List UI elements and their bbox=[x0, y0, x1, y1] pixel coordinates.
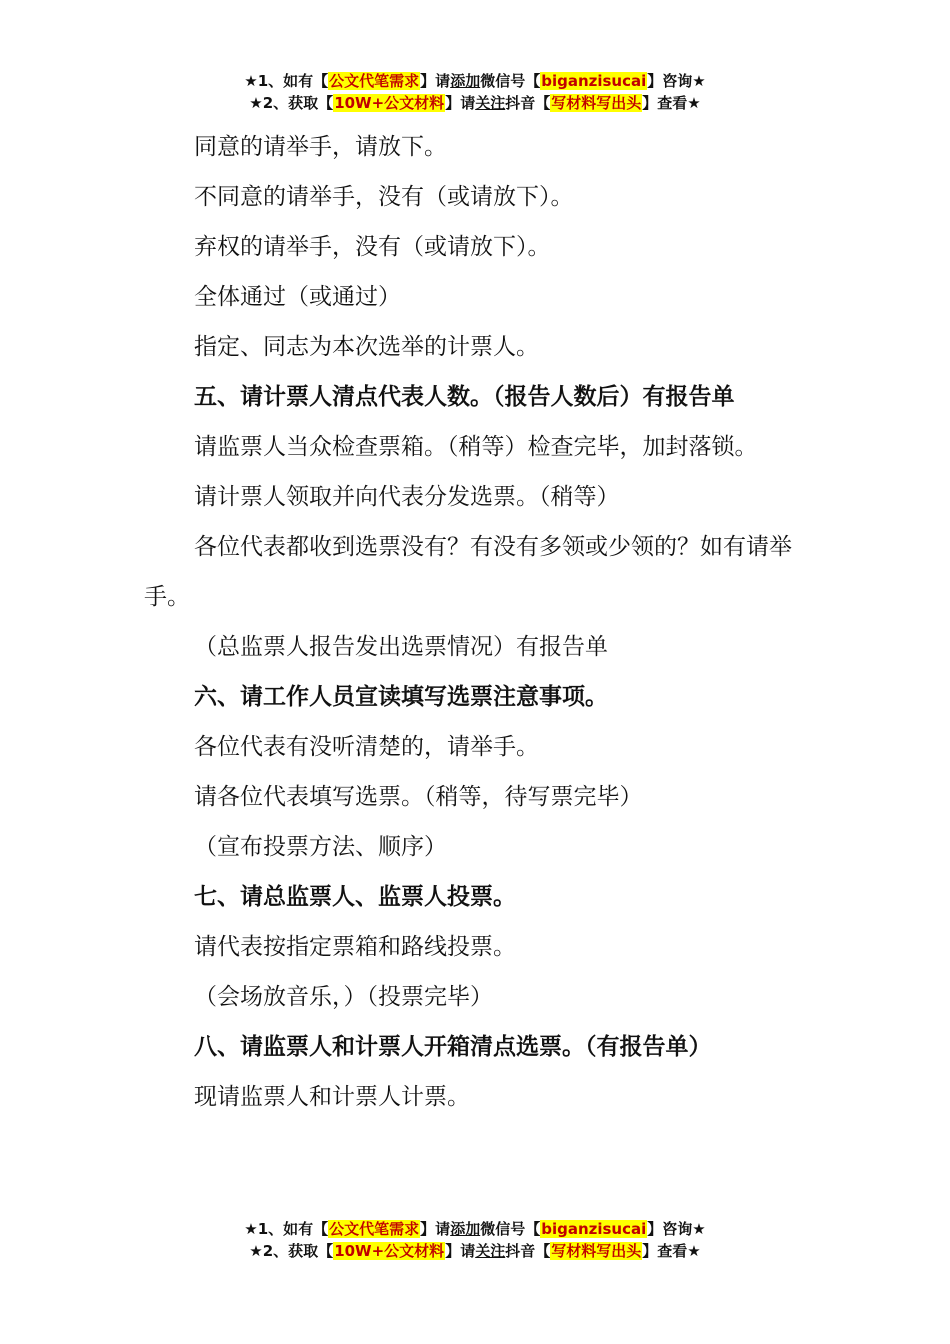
banner-line-2 bbox=[0, 92, 950, 114]
paragraph: （宣布投票方法、顺序） bbox=[194, 834, 447, 860]
banner-text: 】请 bbox=[445, 94, 476, 112]
banner-text: 】请 bbox=[445, 1242, 476, 1260]
paragraph: 同意的请举手，请放下。 bbox=[194, 134, 447, 160]
paragraph: 请代表按指定票箱和路线投票。 bbox=[194, 934, 516, 960]
banner-text: 】请 bbox=[420, 1220, 451, 1238]
underlined-text: 关注 bbox=[475, 94, 506, 112]
underlined-text: 添加 bbox=[450, 72, 481, 90]
banner-line-2 bbox=[0, 1240, 950, 1262]
banner-text: ★2、获取【 bbox=[249, 94, 334, 112]
highlight-service: 公文代笔需求 bbox=[329, 72, 420, 90]
banner-text: 抖音【 bbox=[505, 94, 551, 112]
banner-text: 】请 bbox=[420, 72, 451, 90]
paragraph: 各位代表都收到选票没有？有没有多领或少领的？如有请举手。 bbox=[144, 534, 792, 610]
paragraph: 指定、同志为本次选举的计票人。 bbox=[194, 334, 539, 360]
banner-text: 微信号【 bbox=[480, 1220, 541, 1238]
banner-text: 】查看★ bbox=[642, 1242, 701, 1260]
paragraph: 全体通过（或通过） bbox=[194, 284, 401, 310]
highlight-wechat-id: biganzisucai bbox=[541, 1220, 647, 1238]
underlined-text: 关注 bbox=[475, 1242, 506, 1260]
banner-line-1 bbox=[0, 1218, 950, 1240]
highlight-douyin-id: 写材料写出头 bbox=[551, 94, 642, 112]
paragraph: 各位代表有没听清楚的，请举手。 bbox=[194, 734, 539, 760]
banner-text: 】咨询★ bbox=[647, 72, 706, 90]
banner-text: ★2、获取【 bbox=[249, 1242, 334, 1260]
top-banner bbox=[0, 70, 950, 114]
underlined-text: 添加 bbox=[450, 1220, 481, 1238]
section-heading: 七、请总监票人、监票人投票。 bbox=[194, 884, 516, 910]
highlight-service: 公文代笔需求 bbox=[329, 1220, 420, 1238]
banner-text: 微信号【 bbox=[480, 72, 541, 90]
paragraph: 不同意的请举手，没有（或请放下）。 bbox=[194, 184, 574, 210]
banner-line-1 bbox=[0, 70, 950, 92]
section-heading: 五、请计票人清点代表人数。（报告人数后）有报告单 bbox=[194, 384, 735, 410]
section-heading: 八、请监票人和计票人开箱清点选票。（有报告单） bbox=[194, 1034, 712, 1060]
paragraph: 请各位代表填写选票。（稍等，待写票完毕） bbox=[194, 784, 643, 810]
paragraph: （会场放音乐，）（投票完毕） bbox=[194, 984, 493, 1010]
highlight-materials: 10W+公文材料 bbox=[334, 94, 445, 112]
highlight-materials: 10W+公文材料 bbox=[334, 1242, 445, 1260]
highlight-douyin-id: 写材料写出头 bbox=[551, 1242, 642, 1260]
banner-text: 抖音【 bbox=[505, 1242, 551, 1260]
banner-text: 】查看★ bbox=[642, 94, 701, 112]
bottom-banner bbox=[0, 1218, 950, 1262]
banner-text: ★1、如有【 bbox=[244, 1220, 329, 1238]
section-heading: 六、请工作人员宣读填写选票注意事项。 bbox=[194, 684, 608, 710]
banner-text: 】咨询★ bbox=[647, 1220, 706, 1238]
paragraph: 现请监票人和计票人计票。 bbox=[194, 1084, 470, 1110]
paragraph: 请监票人当众检查票箱。（稍等）检查完毕，加封落锁。 bbox=[194, 434, 758, 460]
document-body bbox=[144, 122, 810, 1122]
paragraph: （总监票人报告发出选票情况）有报告单 bbox=[194, 634, 608, 660]
paragraph: 弃权的请举手，没有（或请放下）。 bbox=[194, 234, 551, 260]
highlight-wechat-id: biganzisucai bbox=[541, 72, 647, 90]
paragraph: 请计票人领取并向代表分发选票。（稍等） bbox=[194, 484, 620, 510]
banner-text: ★1、如有【 bbox=[244, 72, 329, 90]
